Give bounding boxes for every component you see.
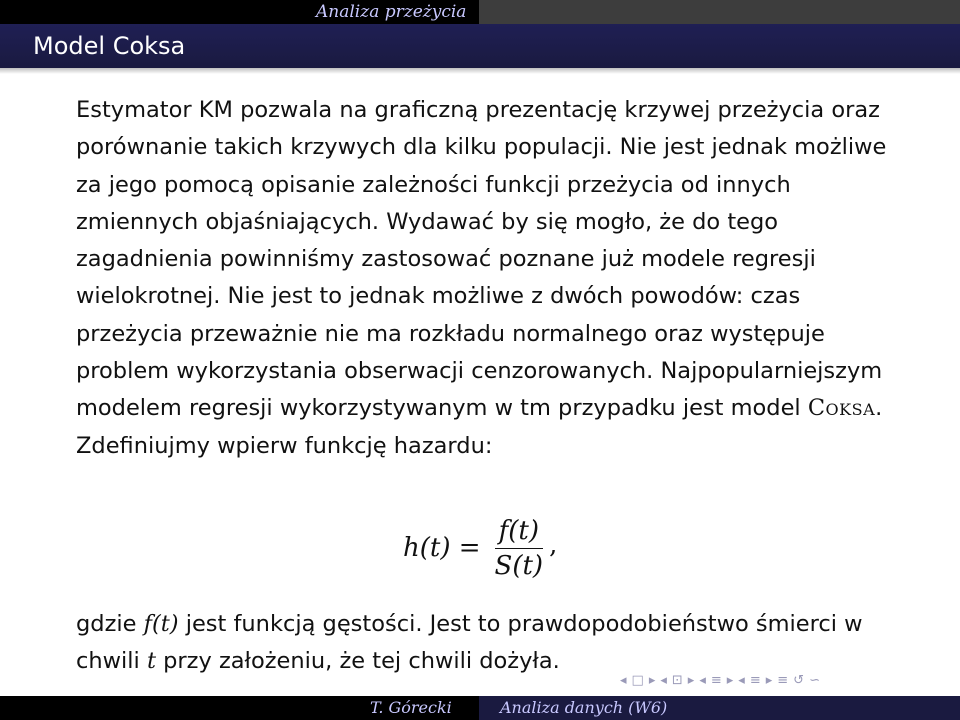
closing-text-1: gdzie <box>76 611 144 637</box>
nav-next-frame-icon[interactable]: ▸ <box>648 672 656 688</box>
body-paragraph <box>76 92 906 465</box>
footer-course: Analiza danych (W6) <box>500 698 668 717</box>
nav-back-icon[interactable]: ↺ <box>793 672 805 688</box>
equation-fraction <box>491 516 548 581</box>
closing-text-3: przy założeniu, że tej chwili dożyła. <box>156 648 560 675</box>
footer-author: T. Górecki <box>370 698 452 717</box>
nav-section-icon[interactable]: ≡ <box>710 672 722 688</box>
nav-doc-icon[interactable]: ≡ <box>749 672 761 688</box>
nav-prev-doc-icon[interactable]: ◂ <box>738 672 745 688</box>
header-bar <box>0 0 960 24</box>
frame-title: Model Coksa <box>33 32 186 60</box>
nav-frame-icon[interactable]: □ <box>631 672 644 688</box>
nav-search-icon[interactable]: ∽ <box>809 672 820 688</box>
nav-prev-frame-icon[interactable]: ◂ <box>620 672 627 688</box>
nav-prev-section-icon[interactable]: ◂ <box>699 672 706 688</box>
nav-next-subsection-icon[interactable]: ▸ <box>687 672 695 688</box>
nav-toc-icon[interactable]: ≡ <box>777 672 789 688</box>
section-title[interactable]: Analiza przeżycia <box>316 2 467 22</box>
nav-next-doc-icon[interactable]: ▸ <box>765 672 773 688</box>
header-right-panel <box>479 0 960 24</box>
slide-body <box>76 92 906 465</box>
equation-numerator: f(t) <box>495 516 543 549</box>
closing-math-f: f(t) <box>143 611 179 637</box>
hazard-equation <box>403 506 557 590</box>
nav-next-section-icon[interactable]: ▸ <box>726 672 734 688</box>
equation-comma: , <box>549 530 558 560</box>
beamer-navigation <box>620 670 820 690</box>
footer-bar <box>0 696 960 720</box>
closing-text-2: jest funkcją gęstości. Jest to prawdopodobieństwo śmierci w chwili <box>76 611 863 675</box>
equation-denominator: S(t) <box>494 550 544 581</box>
paragraph-text-end: . Zdefiniujmy wpierw funkcję hazardu: <box>76 395 883 459</box>
paragraph-text: Estymator KM pozwala na graficzną prezentację krzywej przeżycia oraz porównanie takich krzywych dla kilku populacji. Nie jest jednak możliwe za jego pomocą opisanie zależności funkcji przeżycia od innych zmiennych objaśniających. Wydawać by się mogło, że do tego zagadnienia powinniśmy zastosować poznane już modele regresji wielokrotnej. Nie jest to jednak możliwe z dwóch powodów: czas przeżycia przeważnie nie ma rozkładu normalnego oraz występuje problem wykorzystania obserwacji cenzorowanych. Najpopularniejszym modelem regresji wykorzystywanym w tm przypadku jest model <box>76 97 887 422</box>
equation-lhs: h(t) = <box>403 533 481 563</box>
nav-subsection-icon[interactable]: ⊡ <box>671 672 683 688</box>
nav-prev-subsection-icon[interactable]: ◂ <box>660 672 667 688</box>
closing-math-t: t <box>146 648 156 675</box>
cox-model-name: Coksa <box>807 395 876 422</box>
